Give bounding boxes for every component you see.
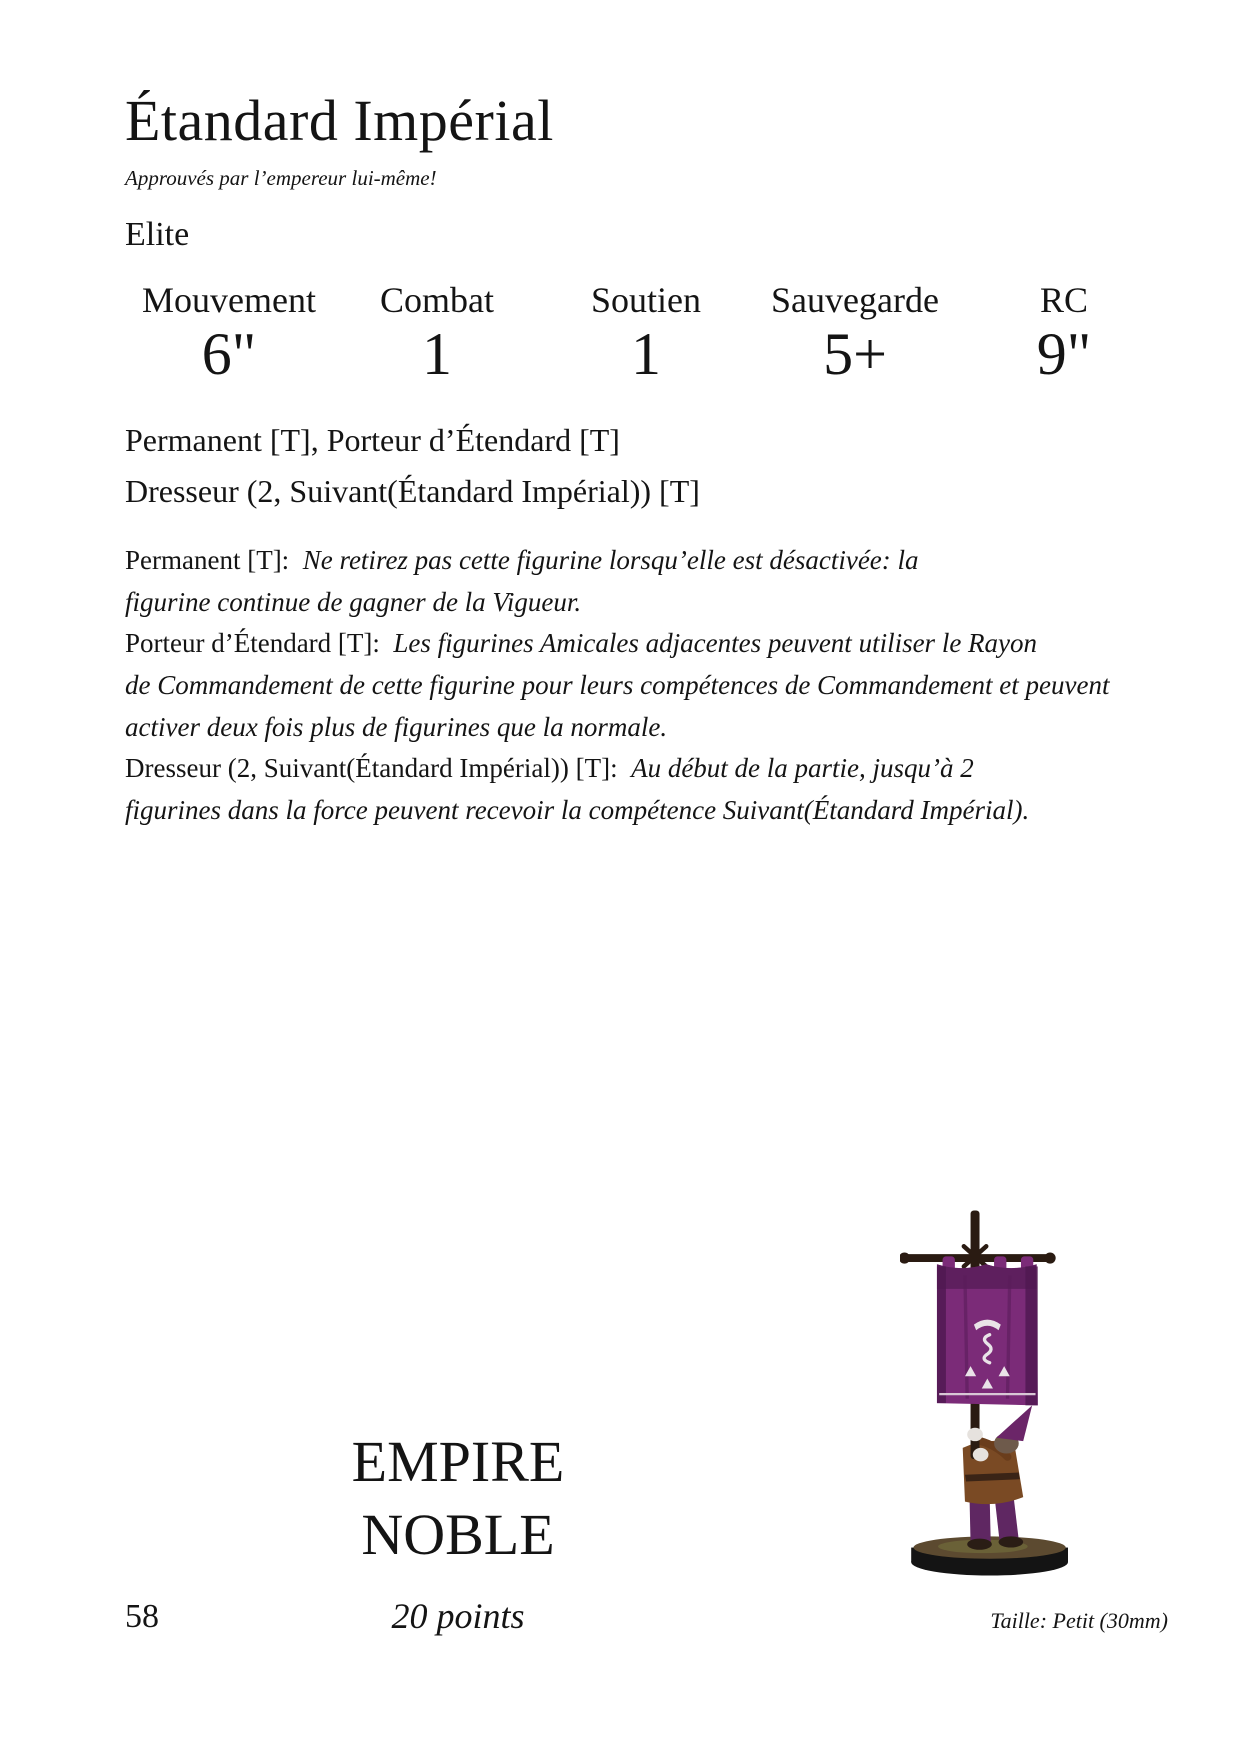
faction-subname: NOBLE	[361, 1502, 555, 1567]
stat-label-movement: Mouvement	[142, 280, 316, 320]
hand-lower	[973, 1448, 989, 1461]
ability-label-trainer: Dresseur (2, Suivant(Étandard Impérial)) [T]:	[125, 753, 618, 784]
ability-descriptions	[125, 540, 1109, 832]
ability-label-standard-bearer: Porteur d’Étendard [T]:	[125, 628, 380, 659]
description-line	[125, 748, 1109, 790]
stat-label-support: Soutien	[590, 280, 701, 320]
description-line	[125, 707, 1109, 749]
description-line	[125, 665, 1109, 707]
stat-value-combat: 1	[422, 321, 452, 387]
ability-text: de Commandement de cette figurine pour leurs compétences de Commandement et peuvent	[125, 670, 1110, 701]
stat-label-command-range: RC	[1039, 280, 1089, 320]
ability-text: Ne retirez pas cette figurine lorsqu’elle est désactivée: la	[302, 545, 919, 575]
stat-label-combat: Combat	[380, 280, 494, 320]
stat-value-save: 5+	[823, 321, 887, 387]
stat-value-command-range: 9"	[1036, 321, 1092, 387]
model-size: Taille: Petit (30mm)	[990, 1608, 1168, 1633]
unit-tagline: Approuvés par l’empereur lui-même!	[125, 166, 437, 190]
banner-left-fold	[937, 1266, 946, 1403]
faction-name: EMPIRE	[351, 1429, 565, 1494]
ability-text: Les figurines Amicales adjacentes peuvent utiliser le Rayon	[393, 628, 1038, 659]
ability-text: figurine continue de gagner de la Vigueur.	[125, 586, 582, 617]
banner-top-shadow	[937, 1264, 1037, 1289]
stat-value-movement: 6"	[201, 321, 257, 387]
stat-value-support: 1	[631, 321, 661, 387]
description-line	[125, 582, 1109, 624]
crossbar-knob-right	[1044, 1252, 1055, 1263]
banner-right-fold	[1025, 1266, 1037, 1405]
left-foot	[967, 1539, 992, 1550]
ability-label-permanent: Permanent [T]:	[125, 545, 290, 575]
description-line	[125, 790, 1109, 832]
right-foot	[999, 1536, 1024, 1547]
stat-label-save: Sauvegarde	[771, 280, 939, 320]
abilities-summary-line: Permanent [T], Porteur d’Étendard [T]	[125, 422, 620, 458]
unit-title: Étandard Impérial	[125, 88, 554, 153]
description-line	[125, 540, 1109, 582]
points-cost: 20 points	[391, 1596, 525, 1636]
miniature-photo	[900, 1208, 1068, 1578]
ability-text: activer deux fois plus de figurines que la normale.	[125, 711, 668, 742]
ability-text: Au début de la partie, jusqu’à 2	[631, 753, 974, 784]
hand-upper	[967, 1428, 983, 1441]
abilities-summary-line: Dresseur (2, Suivant(Étandard Impérial)) [T]	[125, 473, 700, 509]
ability-text: figurines dans la force peuvent recevoir la compétence Suivant(Étandard Impérial).	[125, 795, 1030, 826]
description-line	[125, 623, 1109, 665]
page-number: 58	[125, 1598, 159, 1635]
pointed-hat	[996, 1405, 1032, 1441]
unit-rank: Elite	[125, 216, 190, 253]
